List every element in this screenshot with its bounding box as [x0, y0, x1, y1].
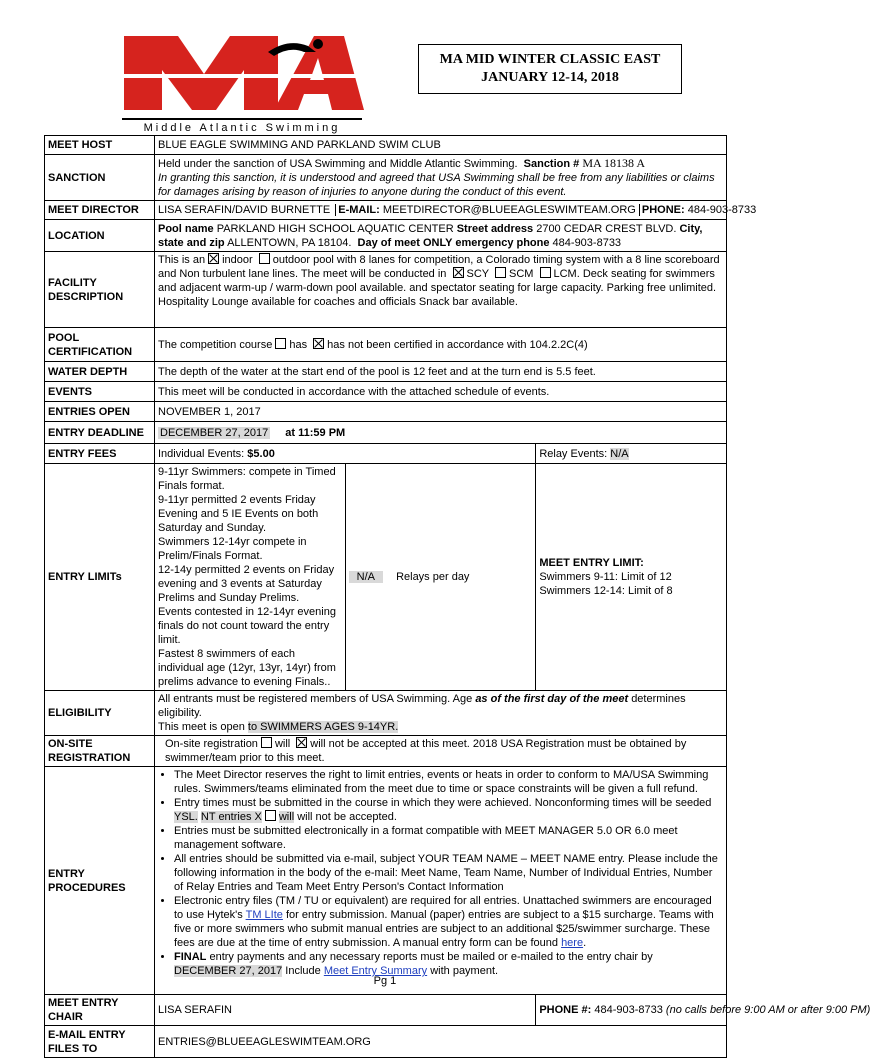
value-facility: This is an indoor outdoor pool with 8 lanes for competition, a Colorado timing system with a 8 line scoreboard and Non turbulent lane lines. The meet will be conducted in SCY SCM LCM. Deck seating for swimmers and adjacent warm-up / warm-down pool available. and spectator seating for large capacity. Parking free unlimited. Hospitality Lounge available for coaches and officials Snack bar available. — [155, 252, 727, 328]
value-events: This meet will be conducted in accordance with the attached schedule of events. — [155, 382, 727, 402]
value-meet-entry-limit: MEET ENTRY LIMIT: Swimmers 9-11: Limit of 12 Swimmers 12-14: Limit of 8 — [536, 464, 727, 691]
scy-checkbox — [453, 267, 464, 278]
sanction-disclaimer: In granting this sanction, it is understood and agreed that USA Swimming shall be free from any liabilities or claims for damages arising by reason of injuries to anyone during the conduct of this event. — [158, 172, 715, 198]
row-pool-certification — [45, 328, 727, 362]
row-eligibility — [45, 691, 727, 736]
list-item: • Entry times must be submitted in the course in which they were achieved. Nonconforming times will be seeded YSL. NT entries X will will not be accepted. — [174, 796, 723, 824]
label-water-depth: WATER DEPTH — [45, 362, 155, 382]
label-meet-director: MEET DIRECTOR — [45, 201, 155, 220]
value-entry-limits: 9-11yr Swimmers: compete in Timed Finals format. 9-11yr permitted 2 events Friday Evening and 5 IE Events on both Saturday and Sunday. Swimmers 12-14yr compete in Prelim/Finals Format. 12-14y permitted 2 events on Friday evening and 3 events at Saturday Prelims and Sunday Prelims. Events contested in 12-14yr evening finals do not count toward the entry limit. Fastest 8 swimmers of each individual age (12yr, 13yr, 14yr) from prelims advance to evening Finals.. — [155, 464, 346, 691]
row-email-entry-files — [45, 1026, 727, 1058]
logo — [118, 30, 366, 134]
label-facility: FACILITY DESCRIPTION — [45, 252, 155, 328]
value-entry-chair-name: LISA SERAFIN — [155, 995, 536, 1026]
label-entry-limits: ENTRY LIMITs — [45, 464, 155, 691]
nt-will-checkbox — [265, 810, 276, 821]
row-water-depth — [45, 362, 727, 382]
row-sanction — [45, 155, 727, 201]
outdoor-checkbox — [259, 253, 270, 264]
value-onsite-registration: On-site registration will will not be accepted at this meet. 2018 USA Registration must be obtained by swimmer/team prior to this meet. — [155, 736, 727, 767]
list-item: • FINAL entry payments and any necessary reports must be mailed or e-mailed to the entry chair by DECEMBER 27, 2017 Include Meet Entry Summary with payment. — [174, 950, 723, 978]
meet-title: MA MID WINTER CLASSIC EAST — [439, 52, 661, 67]
scm-checkbox — [495, 267, 506, 278]
sanction-number: MA 18138 A — [582, 156, 646, 170]
deadline-date: DECEMBER 27, 2017 — [160, 426, 269, 439]
value-eligibility: All entrants must be registered members of USA Swimming. Age as of the first day of the meet determines eligibility. This meet is open to SWIMMERS AGES 9-14YR. — [155, 691, 727, 736]
value-meet-host: BLUE EAGLE SWIMMING AND PARKLAND SWIM CLUB — [155, 136, 727, 155]
row-facility — [45, 252, 727, 328]
meet-info-table — [44, 135, 870, 1058]
has-checkbox — [275, 338, 286, 349]
list-item: • The Meet Director reserves the right to limit entries, events or heats in order to conform to MA/USA Swimming rules. Swimmers/teams eliminated from the meet due to time or space constraints will be given a full refund. — [174, 768, 723, 796]
value-entry-chair-phone: PHONE #: 484-903-8733 (no calls before 9:00 AM or after 9:00 PM) — [536, 995, 727, 1026]
label-sanction: SANCTION — [45, 155, 155, 201]
row-entries-open — [45, 402, 727, 422]
meet-title-box — [418, 44, 682, 94]
value-entry-procedures — [155, 767, 727, 995]
value-entries-open: NOVEMBER 1, 2017 — [155, 402, 727, 422]
label-meet-entry-chair: MEET ENTRY CHAIR — [45, 995, 155, 1026]
row-meet-director — [45, 201, 727, 220]
procedures-list — [158, 768, 723, 978]
row-entry-fees — [45, 444, 727, 464]
value-relay-fees: Relay Events: N/A — [536, 444, 727, 464]
onsite-will-not-checkbox — [296, 737, 307, 748]
list-item: • Entries must be submitted electronically in a format compatible with MEET MANAGER 5.0 OR 6.0 meet management software. — [174, 824, 723, 852]
label-email-entry-files: E-MAIL ENTRY FILES TO — [45, 1026, 155, 1058]
value-sanction: Held under the sanction of USA Swimming and Middle Atlantic Swimming. Sanction # MA 18138 A In granting this sanction, it is understood and agreed that USA Swimming shall be free from any liabilities or claims for damages arising by reason of injuries to anyone during the conduct of this event. — [155, 155, 727, 201]
list-item: • All entries should be submitted via e-mail, subject YOUR TEAM NAME – MEET NAME entry. Please include the following information in the body of the e-mail: Meet Name, Team Name, Number of Individual Entries, Number of Relay Entries and Team Meet Entry Person's Contact Information — [174, 852, 723, 894]
director-email: MEETDIRECTOR@BLUEEAGLESWIMTEAM.ORG — [382, 204, 636, 216]
logo-subtitle: Middle Atlantic Swimming — [122, 118, 362, 134]
label-entry-deadline: ENTRY DEADLINE — [45, 422, 155, 444]
list-item: • Electronic entry files (TM / TU or equivalent) are required for all entries. Unattached swimmers are encouraged to use Hytek's TM LIte for entry submission. Manual (paper) entries are subject to a $15 surcharge. Teams with five or more swimmers who submit manual entries are subject to an additional $25/swimmer surcharge. These fees are due at the time of entry submission. A manual entry form can be found here. — [174, 894, 723, 950]
manual-entry-form-link[interactable]: here — [561, 937, 584, 949]
value-email-entry-files: ENTRIES@BLUEEAGLESWIMTEAM.ORG — [155, 1026, 727, 1058]
label-location: LOCATION — [45, 220, 155, 252]
lcm-checkbox — [540, 267, 551, 278]
label-entry-fees: ENTRY FEES — [45, 444, 155, 464]
row-location — [45, 220, 727, 252]
onsite-will-checkbox — [261, 737, 272, 748]
ma-logo-icon — [118, 30, 366, 116]
label-events: EVENTS — [45, 382, 155, 402]
value-water-depth: The depth of the water at the start end of the pool is 12 feet and at the turn end is 5.5 feet. — [155, 362, 727, 382]
row-entry-procedures — [45, 767, 727, 995]
row-meet-host — [45, 136, 727, 155]
row-meet-entry-chair — [45, 995, 727, 1026]
label-entries-open: ENTRIES OPEN — [45, 402, 155, 422]
row-entry-limits — [45, 464, 727, 691]
label-pool-certification: POOL CERTIFICATION — [45, 328, 155, 362]
page-number: Pg 1 — [373, 975, 397, 987]
value-entry-deadline: DECEMBER 27, 2017 at 11:59 PM — [155, 422, 727, 444]
label-onsite-registration: ON-SITE REGISTRATION — [45, 736, 155, 767]
value-location: Pool name PARKLAND HIGH SCHOOL AQUATIC CENTER Street address 2700 CEDAR CREST BLVD. City, state and zip ALLENTOWN, PA 18104. Day of meet ONLY emergency phone 484-903-8733 — [155, 220, 727, 252]
row-onsite-registration — [45, 736, 727, 767]
has-not-checkbox — [313, 338, 324, 349]
value-relays-per-day: N/A Relays per day — [345, 464, 536, 691]
label-entry-procedures: ENTRY PROCEDURES — [45, 767, 155, 995]
row-events — [45, 382, 727, 402]
meet-dates: JANUARY 12-14, 2018 — [481, 70, 619, 85]
value-individual-fees: Individual Events: $5.00 — [155, 444, 536, 464]
tm-lite-link[interactable]: TM LIte — [245, 909, 283, 921]
row-entry-deadline — [45, 422, 727, 444]
indoor-checkbox — [208, 253, 219, 264]
label-meet-host: MEET HOST — [45, 136, 155, 155]
label-eligibility: ELIGIBILITY — [45, 691, 155, 736]
value-pool-certification: The competition course has has not been certified in accordance with 104.2.2C(4) — [155, 328, 727, 362]
director-phone: 484-903-8733 — [687, 204, 757, 216]
meet-entry-summary-link[interactable]: Meet Entry Summary — [323, 965, 428, 977]
value-meet-director: LISA SERAFIN/DAVID BURNETTE E-MAIL: MEETDIRECTOR@BLUEEAGLESWIMTEAM.ORG PHONE: 484-903-8733 — [155, 201, 727, 220]
